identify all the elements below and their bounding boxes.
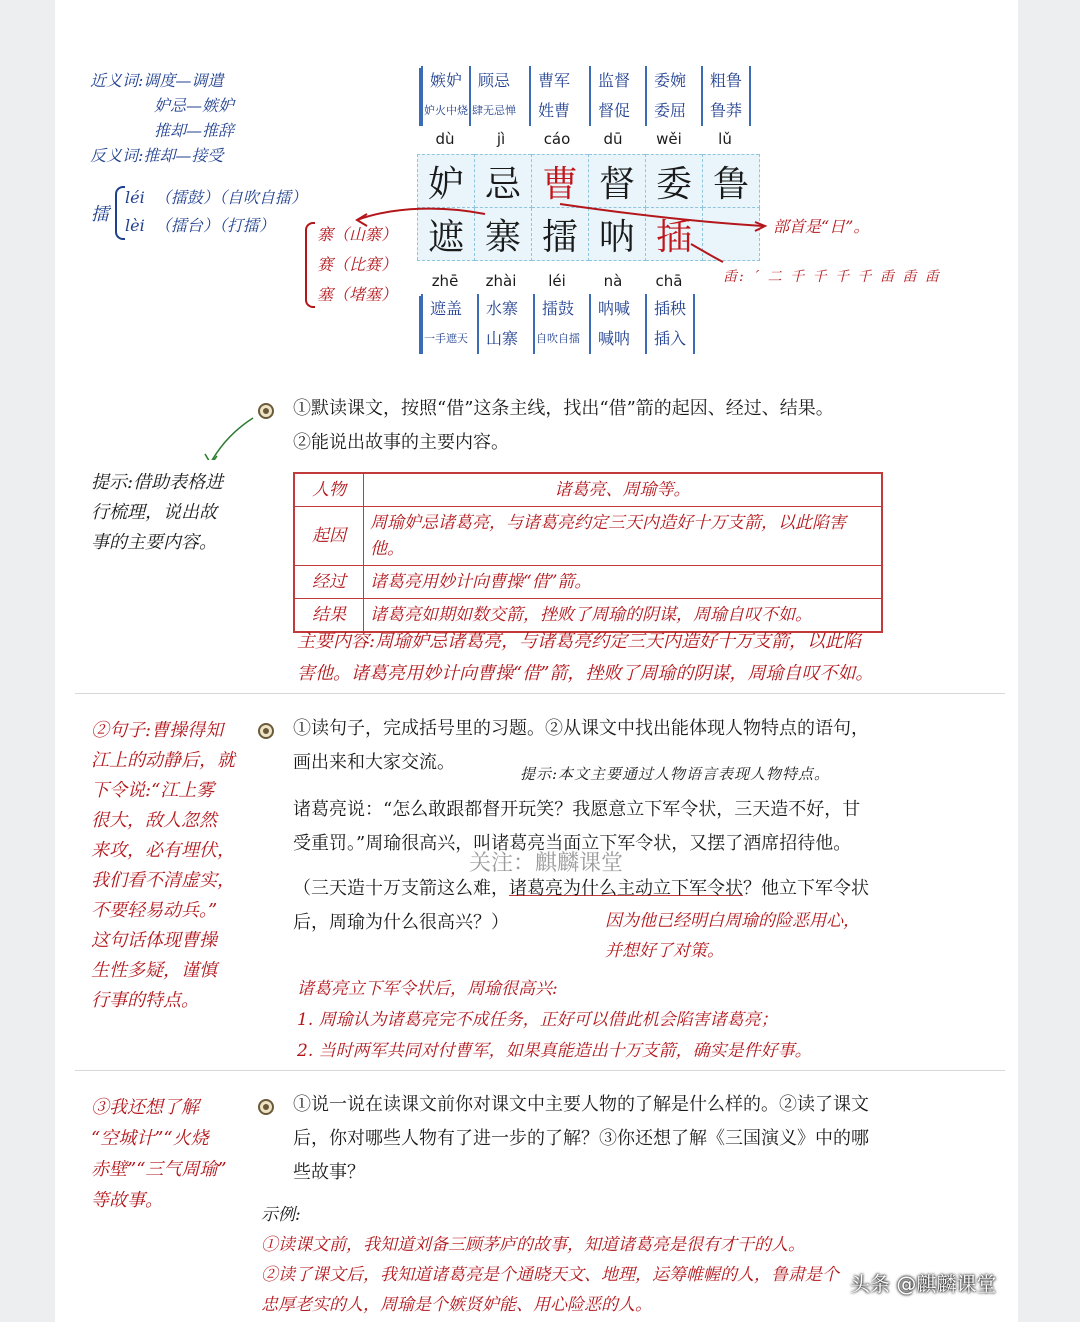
cha-strokes: 臿: ´ 二 千 千 千 千 臿 臿 臿	[723, 269, 941, 285]
grid-char: 擂	[532, 208, 589, 261]
side-note-3: ③我还想了解 “空城计”“火烧 赤壁”“三气周瑜” 等故事。	[91, 1097, 227, 1211]
bottom-word-3: 擂鼓 自吹自擂	[533, 294, 581, 354]
table-head: 人物	[294, 473, 364, 507]
lei-words-2: （擂台）（打擂）	[154, 216, 275, 235]
example: 示例: ①读课文前，我知道刘备三顾茅庐的故事，知道诸葛亮是很有才干的人。 ②读了课文后，我知道诸葛亮是个通晓天文、地理，运筹帷幄的人，鲁肃是个 忠厚老实的人，周瑜是个嫉贤妒能、用心险恶的人。	[261, 1205, 839, 1315]
lei-pinyin-1: léi	[125, 188, 145, 207]
quote: 诸葛亮说：“怎么敢跟都督开玩笑？我愿意立下军令状，三天造不好，甘 受重罚。”周瑜很高兴，叫诸葛亮当面立下军令状，又摆了酒席招待他。	[293, 799, 861, 854]
table-row	[294, 507, 882, 566]
pinyin-1-1: dù	[435, 130, 455, 148]
task3-text: ①说一说在读课文前你对课文中主要人物的了解是什么样的。②读了课文 后，你对哪些人物有了进一步的了解？③你还想了解《三国演义》中的哪 些故事？	[293, 1094, 869, 1183]
table-value: 周瑜妒忌诸葛亮，与诸葛亮约定三天内造好十万支箭，以此陷害他。	[364, 507, 883, 566]
task-icon	[258, 1099, 274, 1115]
pinyin-1-2: jì	[496, 130, 506, 148]
grid-char: 遮	[418, 208, 475, 261]
answer1: 因为他已经明白周瑜的险恶用心， 并想好了对策。	[605, 911, 860, 961]
table-value: 诸葛亮用妙计向曹操“借”箭。	[364, 566, 883, 599]
table-row	[294, 473, 882, 507]
pinyin-2-3: léi	[548, 272, 566, 290]
arrow-to-hint	[211, 418, 253, 460]
arrow-to-sai	[357, 209, 485, 220]
task2-line2: 画出来和大家交流。	[293, 752, 455, 773]
grid-char: 妒	[418, 155, 475, 208]
table-row	[294, 566, 882, 599]
divider	[75, 1070, 1005, 1071]
pinyin-2-2: zhài	[485, 272, 517, 290]
table-head: 起因	[294, 507, 364, 566]
pinyin-1-4: dū	[603, 130, 623, 148]
top-word-6: 粗鲁 鲁莽	[701, 66, 751, 126]
lei-char: 擂	[91, 204, 109, 225]
pinyin-1-5: wěi	[656, 130, 682, 148]
top-word-5: 委婉 委屈	[645, 66, 693, 126]
hint1: 提示:借助表格进 行梳理，说出故 事的主要内容。	[91, 472, 224, 553]
grid-char: 插	[646, 208, 703, 261]
sai-word-2: 赛（比赛）	[317, 255, 398, 274]
brand-watermark: 头条 @麒麟课堂	[850, 1272, 997, 1296]
pinyin-2-4: nà	[603, 272, 623, 290]
task1-text	[293, 392, 834, 460]
divider	[75, 693, 1005, 694]
top-word-4: 监督 督促	[589, 66, 637, 126]
story-table	[293, 472, 883, 633]
sai-word-3: 塞（堵塞）	[317, 285, 398, 304]
synonym-1: 调度—调遣	[143, 71, 224, 90]
lei-pinyin-2: lèi	[125, 216, 145, 235]
task2-hint: 提示:本文主要通过人物语言表现人物特点。	[520, 765, 831, 783]
task1-line2: ②能说出故事的主要内容。	[293, 432, 509, 453]
arrow-to-strokes	[691, 244, 723, 262]
task-icon	[258, 403, 274, 419]
question-underlined: 诸葛亮为什么主动立下军令状	[509, 878, 743, 899]
table-value: 诸葛亮、周瑜等。	[364, 473, 883, 507]
grid-char: 寨	[475, 208, 532, 261]
sai-word-1: 寨（山寨）	[317, 225, 398, 244]
side-note-2: ②句子:曹操得知 江上的动静后，就 下令说:“江上雾 很大，敌人忽然 来攻，必有埋伏， 我们看不清虚实， 不要轻易动兵。” 这句话体现曹操 生性多疑，谨慎 行事的特点。	[91, 720, 235, 1011]
synonym-3: 推却—推辞	[154, 121, 235, 140]
lei-words-1: （擂鼓）（自吹自擂）	[154, 188, 307, 207]
synonym-label: 近义词:	[90, 71, 144, 90]
pinyin-2-1: zhē	[431, 272, 459, 290]
main-content: 主要内容:周瑜妒忌诸葛亮，与诸葛亮约定三天内造好十万支箭，以此陷 害他。诸葛亮用妙计向曹操“借”箭，挫败了周瑜的阴谋，周瑜自叹不如。	[297, 631, 874, 684]
bottom-word-5: 插秧 插入	[645, 294, 695, 354]
pinyin-2-5: chā	[655, 272, 683, 290]
grid-char: 督	[589, 155, 646, 208]
top-word-1: 嫉妒 妒火中烧	[421, 66, 469, 126]
grid-char: 呐	[589, 208, 646, 261]
table-head: 结果	[294, 599, 364, 633]
worksheet-page	[55, 0, 1018, 1322]
question: （三天造十万支箭这么难，诸葛亮为什么主动立下军令状？他立下军令状 后，周瑜为什么很高兴？）	[293, 878, 869, 933]
pinyin-1-3: cáo	[543, 130, 571, 148]
task2-line1: ①读句子，完成括号里的习题。②从课文中找出能体现人物特点的语句，	[293, 718, 869, 739]
table-head: 经过	[294, 566, 364, 599]
grid-char: 忌	[475, 155, 532, 208]
grid-char: 鲁	[703, 155, 760, 208]
bottom-word-2: 水寨 山寨	[477, 294, 525, 354]
grid-char: 曹	[532, 155, 589, 208]
bottom-word-4: 呐喊 喊呐	[589, 294, 637, 354]
arrow-to-bushou	[560, 204, 763, 226]
task1-line1: ①默读课文，按照“借”这条主线，找出“借”箭的起因、经过、结果。	[293, 398, 834, 419]
bushou-note: 部首是“日”。	[773, 217, 870, 236]
task-icon	[258, 723, 274, 739]
table-value: 诸葛亮如期如数交箭，挫败了周瑜的阴谋，周瑜自叹不如。	[364, 599, 883, 633]
antonym-1: 推却—接受	[143, 146, 224, 165]
annotation-arrows	[55, 0, 1018, 460]
antonym-label: 反义词:	[90, 146, 144, 165]
watermark: 关注：麒麟课堂	[469, 851, 624, 876]
answer2: 诸葛亮立下军令状后，周瑜很高兴: 1. 周瑜认为诸葛亮完不成任务，正好可以借此机会陷害诸葛亮； 2. 当时两军共同对付曹军，如果真能造出十万支箭，确实是件好事。	[297, 979, 812, 1061]
synonym-2: 妒忌—嫉妒	[154, 96, 235, 115]
grid-char: 委	[646, 155, 703, 208]
bottom-word-1: 遮盖 一手遮天	[421, 294, 469, 354]
top-word-3: 曹军 姓曹	[529, 66, 577, 126]
top-word-2: 顾忌 肆无忌惮	[469, 66, 517, 126]
pinyin-1-6: lǔ	[718, 130, 732, 148]
